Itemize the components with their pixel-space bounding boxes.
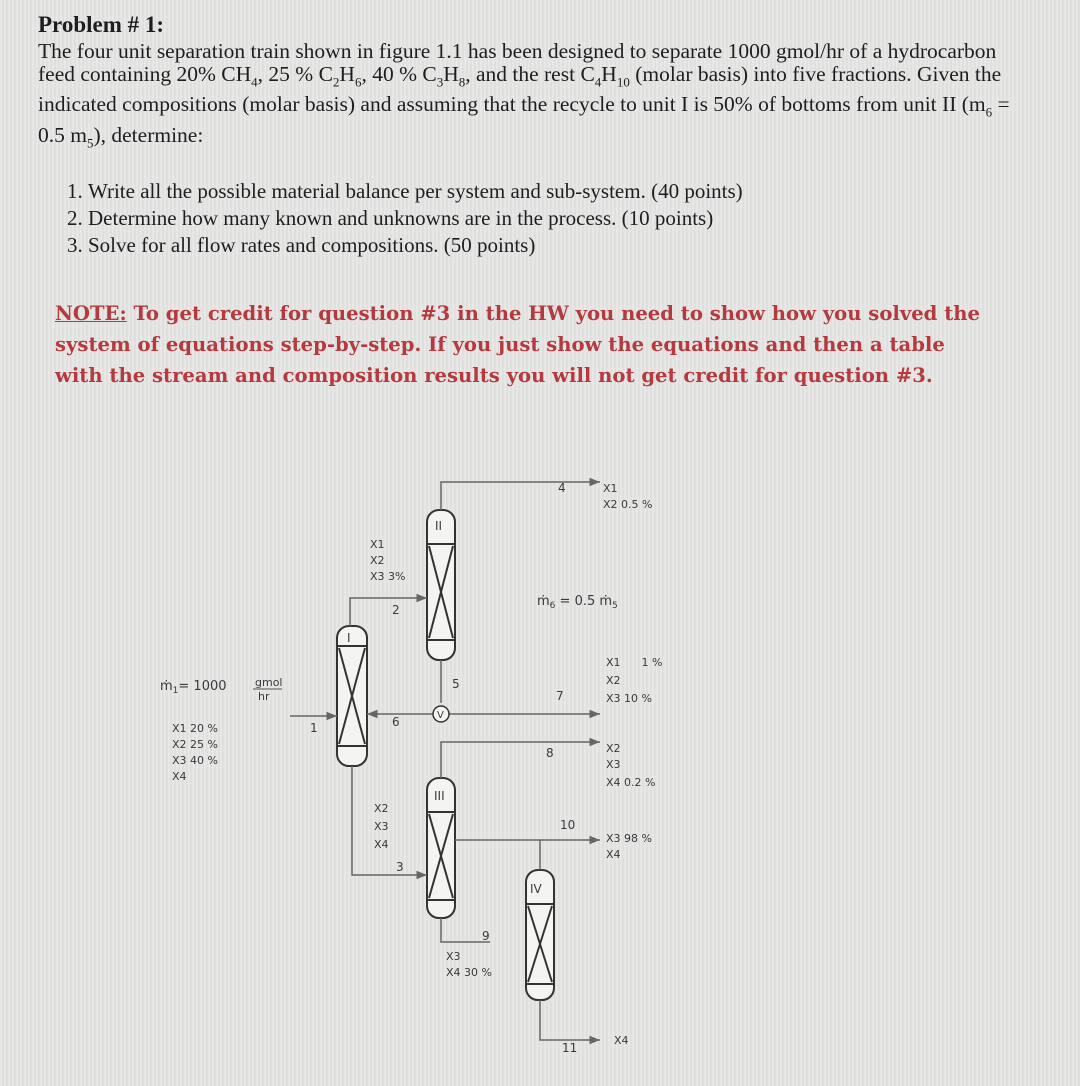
stream-number: 8 (546, 746, 554, 760)
recycle-ratio: ṁ$_6$ = 0.5 ṁ$_5$ (537, 594, 618, 611)
column-unit-3 (427, 778, 455, 918)
stream-number: 11 (562, 1041, 578, 1055)
stream-comp: X3 (446, 950, 461, 963)
recycle-valve (433, 706, 449, 722)
feed-label (160, 676, 282, 703)
stream-number: 6 (392, 715, 400, 729)
stream-number: 10 (560, 818, 576, 832)
intro-text: (molar basis) into five fractions. Given the indicated compositions (molar basis) and assuming that the recycle to unit I is 50% of bottoms from unit II (m (38, 62, 1002, 117)
stream-11-line (540, 1000, 600, 1040)
stream-comp: X4 (374, 838, 389, 851)
stream-number: 4 (558, 481, 566, 495)
chemical-subscript: 8 (458, 74, 466, 90)
question-item: 2. Determine how many known and unknowns are in the process. (10 points) (88, 205, 1048, 232)
stream-number: 5 (452, 677, 460, 691)
stream-11-compositions (614, 1034, 629, 1047)
intro-text: = 0.5 m (38, 92, 1010, 147)
stream-3-line (352, 766, 427, 875)
feed-comp: X1 20 % (172, 722, 218, 735)
feed-flow-subscript: 1 (172, 686, 179, 696)
chemical-subscript: 2 (332, 74, 340, 90)
note-text: To get credit for question #3 in the HW you need to show how you solved the system of equations step-by-step. If you just show the equations and then a table with the stream and composition results you will not get credit for question #3. (55, 302, 980, 387)
valve-label: V (437, 710, 444, 721)
intro-text: , and the rest C (465, 62, 595, 86)
stream-comp: X2 (606, 674, 621, 687)
intro-text: , 25 % C (257, 62, 333, 86)
stream-10-compositions (606, 832, 652, 861)
intro-text: The four unit separation train shown in figure 1.1 has been designed to separate 1000 gmol/hr of a hydrocarbon feed containing 20% CH (38, 39, 997, 86)
stream-number: 3 (396, 860, 404, 874)
stream-4-line (441, 482, 600, 510)
feed-flow-symbol: ṁ (160, 679, 173, 694)
stream-7-compositions (606, 656, 662, 705)
stream-2-line (350, 598, 427, 626)
stream-4-compositions (603, 482, 652, 511)
stream-number: 9 (482, 929, 490, 943)
stream-9-compositions (446, 950, 492, 979)
intro-text: H (339, 62, 355, 86)
stream-number: 7 (556, 689, 564, 703)
stream-comp: X4 (606, 848, 621, 861)
feed-unit-den: hr (258, 690, 270, 703)
stream-comp: X4 (614, 1034, 629, 1047)
stream-comp: X2 (374, 802, 389, 815)
unit-2-label: II (435, 519, 443, 533)
question-item: 3. Solve for all flow rates and compositions. (50 points) (88, 232, 1048, 259)
stream-number: 1 (310, 721, 318, 735)
stream-comp: X2 (370, 554, 385, 567)
feed-comp: X2 25 % (172, 738, 218, 751)
stream-comp: X3 10 % (606, 692, 652, 705)
stream-comp: X3 (606, 758, 621, 771)
stream-2-compositions (370, 538, 405, 583)
intro-text: H (601, 62, 617, 86)
column-unit-4 (526, 870, 554, 1000)
intro-text: , 40 % C (361, 62, 437, 86)
stream-8-line (441, 742, 600, 778)
feed-compositions (172, 722, 218, 783)
stream-comp: X3 (374, 820, 389, 833)
column-unit-1 (337, 626, 367, 766)
chemical-subscript: 6 (354, 74, 362, 90)
chemical-subscript: 3 (436, 74, 444, 90)
stream-number: 2 (392, 603, 400, 617)
stream-comp: X1 (370, 538, 385, 551)
unit-3-label: III (434, 789, 445, 803)
stream-comp: X4 30 % (446, 966, 492, 979)
chemical-subscript: 4 (594, 74, 602, 90)
stream-comp: X2 0.5 % (603, 498, 653, 511)
stream-comp: X1 1 % (606, 656, 663, 669)
unit-1-label: I (347, 631, 351, 645)
svg-text:ṁ1= 1000 (160, 679, 227, 696)
feed-comp: X3 40 % (172, 754, 218, 767)
feed-flow-value: = 1000 (178, 679, 227, 694)
question-item: 1. Write all the possible material balance per system and sub-system. (40 points) (88, 178, 1048, 205)
note-label: NOTE: (55, 302, 127, 325)
feed-unit-num: gmol (255, 676, 283, 689)
unit-4-label: IV (530, 882, 542, 896)
stream-3-compositions (374, 802, 389, 851)
intro-text: H (443, 62, 459, 86)
stream-comp: X2 (606, 742, 621, 755)
stream-comp: X3 98 % (606, 832, 652, 845)
chemical-subscript: 6 (985, 104, 993, 120)
stream-comp: X4 0.2 % (606, 776, 656, 789)
feed-comp: X4 (172, 770, 187, 783)
intro-text: ), determine: (93, 122, 204, 147)
stream-10-feed-line (455, 840, 540, 870)
stream-comp: X1 (603, 482, 618, 495)
chemical-subscript: 4 (251, 74, 258, 90)
stream-comp: X3 3% (370, 570, 406, 583)
stream-8-compositions (606, 742, 655, 789)
column-unit-2 (427, 510, 455, 660)
chemical-subscript: 5 (86, 134, 94, 150)
problem-title: Problem # 1: (38, 12, 165, 37)
chemical-subscript: 10 (616, 74, 630, 90)
